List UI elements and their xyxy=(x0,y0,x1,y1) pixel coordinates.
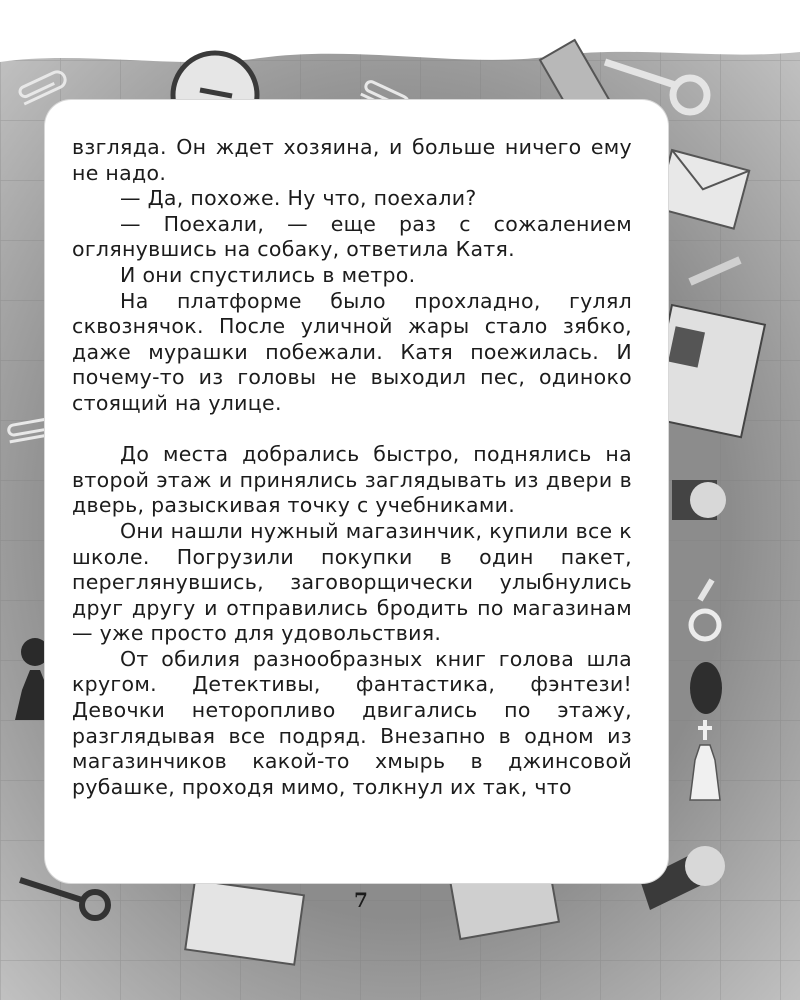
page-number: 7 xyxy=(354,888,368,912)
page-text xyxy=(72,135,632,800)
flashlight-icon xyxy=(672,480,726,520)
paragraph: На платформе было прохладно, гулял сквознячок. После уличной жары стало зябко, даже мурашки побежали. Катя поежилась. И почему-то из головы не выходил пес, одиноко стоящий на улице. xyxy=(72,288,632,415)
paragraph: — Да, похоже. Ну что, поехали? xyxy=(120,186,477,211)
paragraph: И они спустились в метро. xyxy=(120,262,416,287)
paragraph: взгляда. Он ждет хозяина, и больше ничего ему не надо. xyxy=(72,135,632,185)
paragraph: — Поехали, — еще раз с сожалением оглянувшись на собаку, ответила Катя. xyxy=(72,211,632,262)
envelope-icon xyxy=(185,880,304,965)
paragraph: Они нашли нужный магазинчик, купили все к школе. Погрузили покупки в один пакет, переглянувшись, заговорщически улыбнулись друг другу и отправились бродить по магазинам — уже просто для удовольствия. xyxy=(72,518,632,646)
paragraph: До места добрались быстро, поднялись на второй этаж и принялись заглядывать из двери в дверь, разыскивая точку с учебниками. xyxy=(72,442,632,518)
paragraph: От обилия разнообразных книг голова шла кругом. Детективы, фантастика, фэнтези! Девочки неторопливо двигались по этажу, разглядывая все подряд. Внезапно в одном из магазинчиков какой-то хмырь в джинсовой рубашке, проходя мимо, толкнул их так, что xyxy=(72,646,632,799)
